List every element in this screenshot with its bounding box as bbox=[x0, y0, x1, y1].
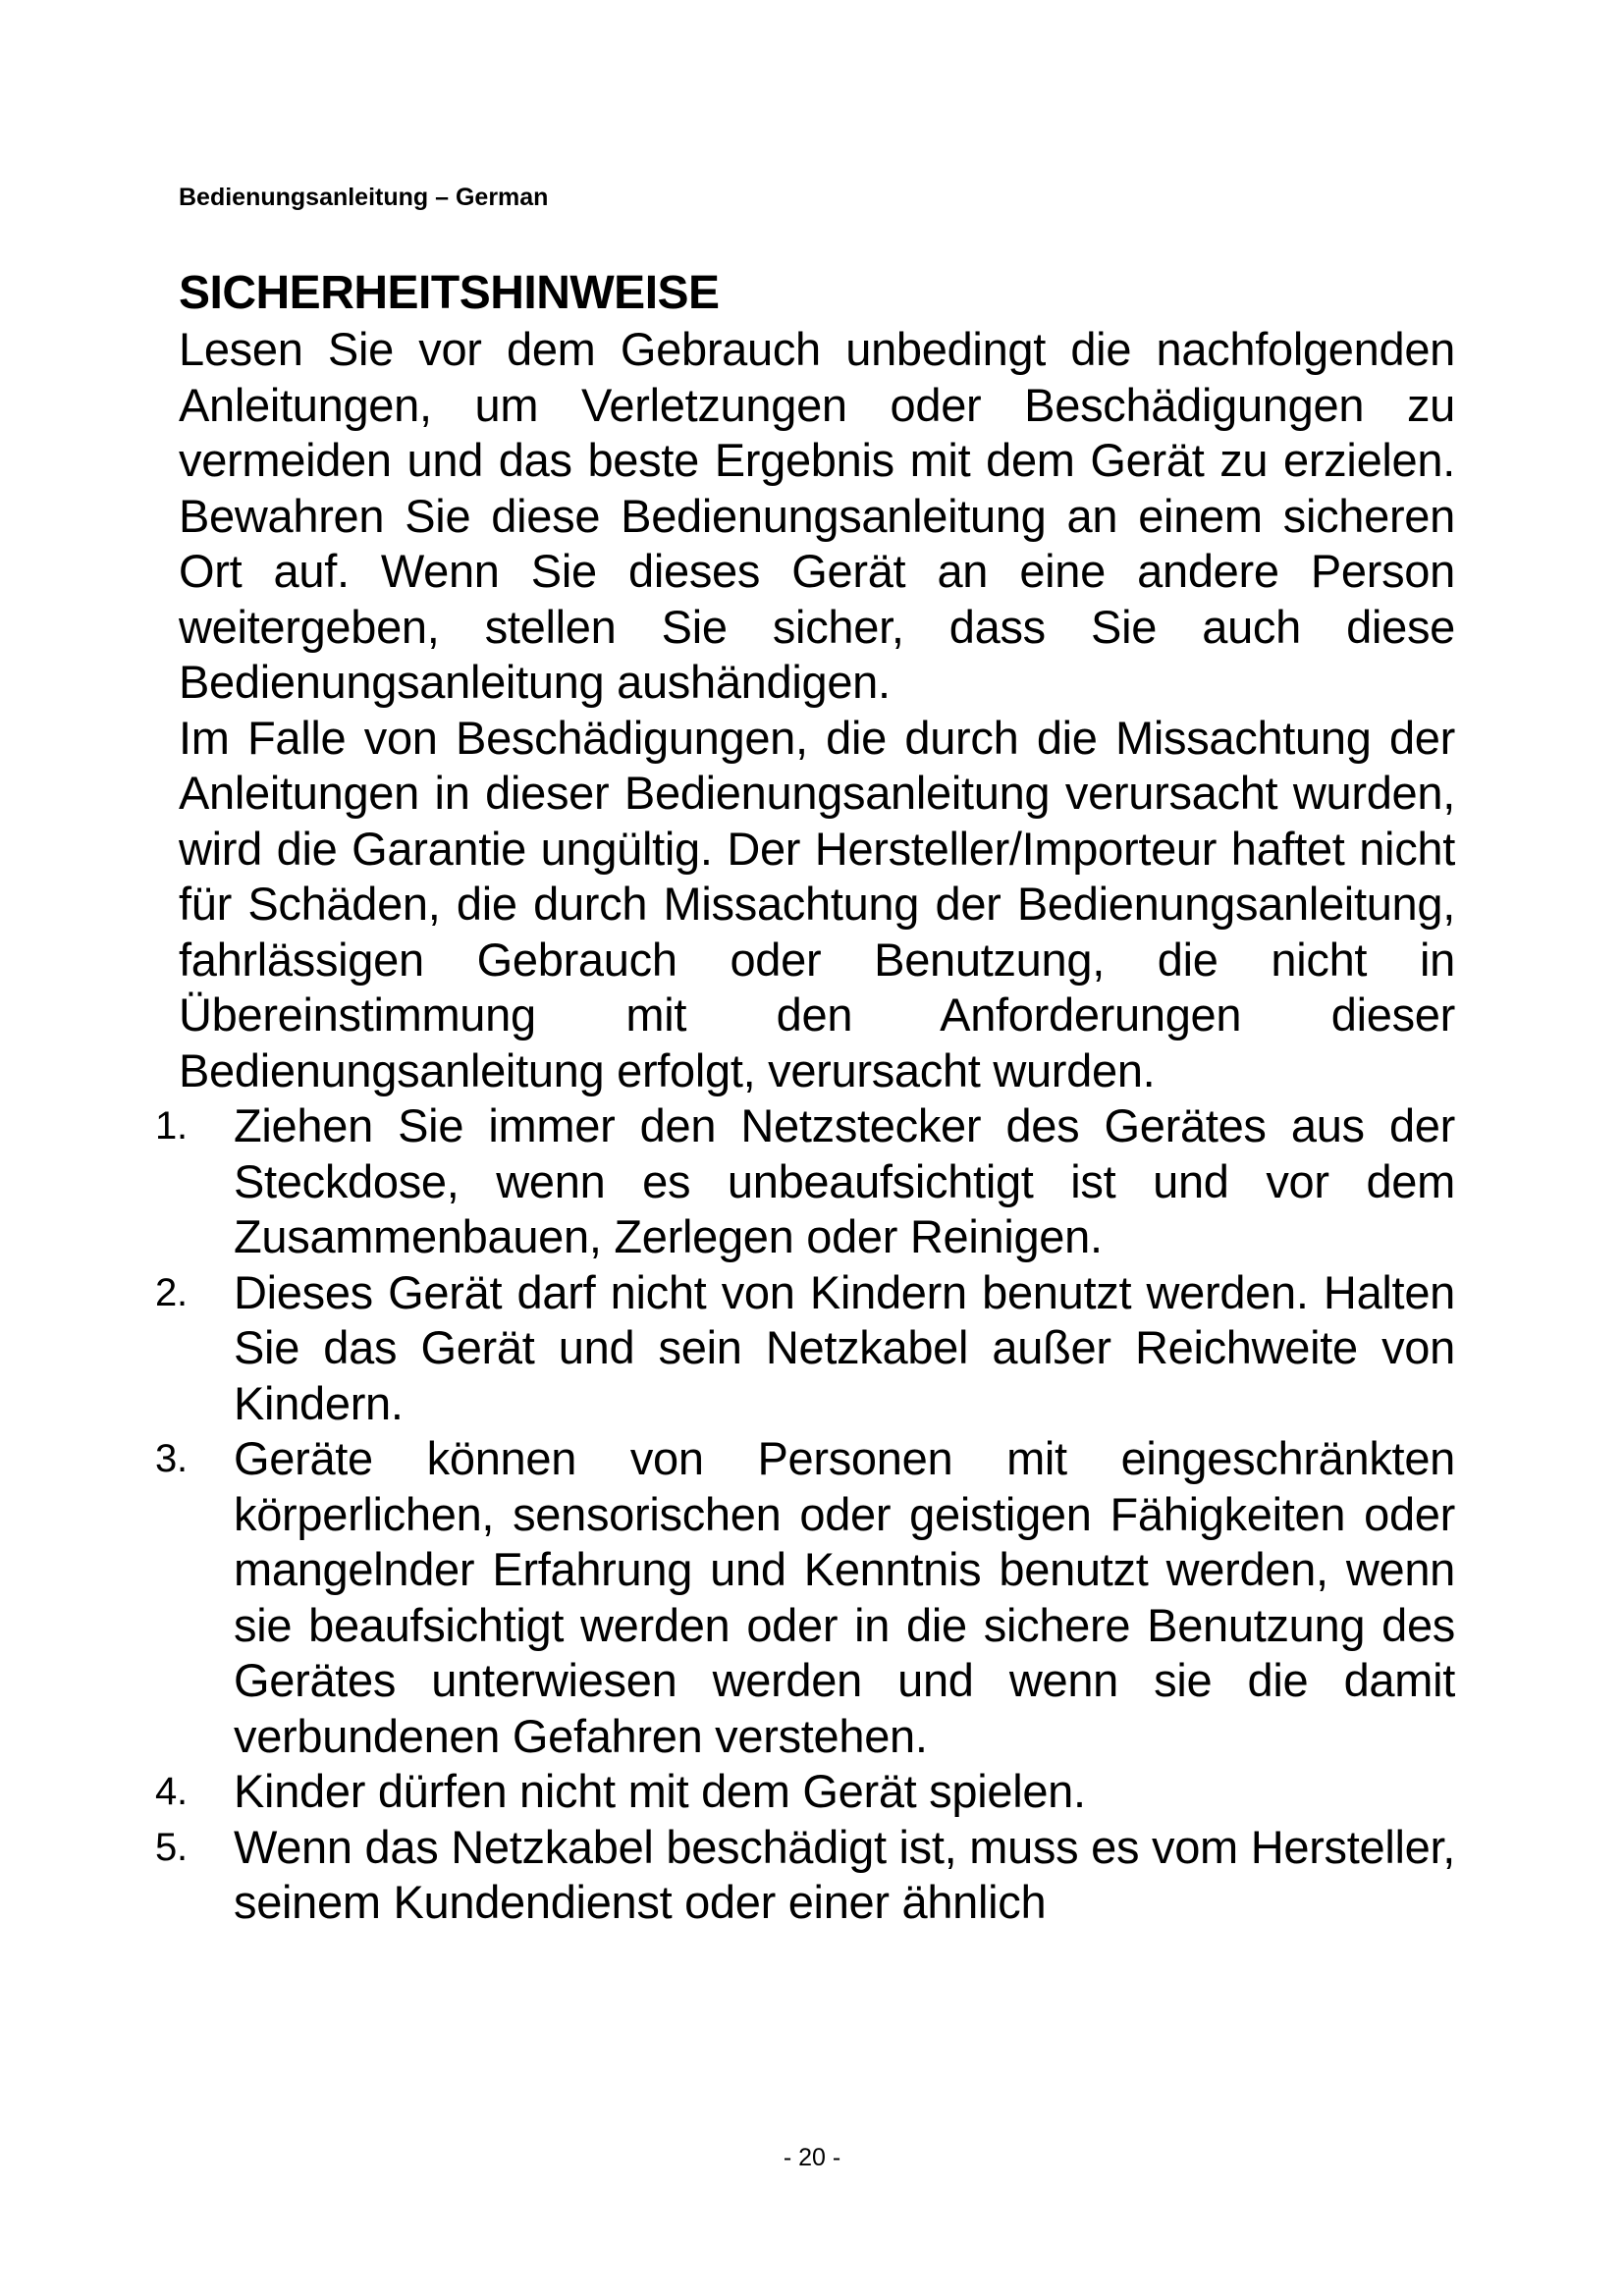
list-text: Kinder dürfen nicht mit dem Gerät spielen. bbox=[234, 1765, 1086, 1817]
list-item bbox=[155, 1431, 1455, 1764]
safety-list bbox=[155, 1098, 1455, 1931]
list-item bbox=[155, 1764, 1455, 1820]
section-title: SICHERHEITSHINWEISE bbox=[179, 267, 720, 319]
list-number: 1. bbox=[155, 1104, 188, 1148]
list-item bbox=[155, 1265, 1455, 1432]
running-header: Bedienungsanleitung – German bbox=[179, 184, 549, 211]
list-number: 3. bbox=[155, 1437, 188, 1480]
list-number: 5. bbox=[155, 1825, 188, 1869]
intro-paragraph: Lesen Sie vor dem Gebrauch unbedingt die nachfolgenden Anleitungen, um Verletzungen oder Beschädigungen zu vermeiden und das beste Ergebnis mit dem Gerät zu erzielen. Bewahren Sie diese Bedienungsanleitung an einem sicheren Ort auf. Wenn Sie dieses Gerät an eine andere Person weitergeben, stellen Sie sicher, dass Sie auch diese Bedienungsanleitung aushändigen. bbox=[179, 323, 1455, 708]
list-text: Geräte können von Personen mit eingeschränkten körperlichen, sensorischen oder geistigen Fähigkeiten oder mangelnder Erfahrung und Kenntnis benutzt werden, wenn sie beaufsichtigt werden oder in die sichere Benutzung des Gerätes unterwiesen werden und wenn sie die damit verbundenen Gefahren verstehen. bbox=[234, 1432, 1455, 1762]
list-text: Wenn das Netzkabel beschädigt ist, muss es vom Hersteller, seinem Kundendienst oder einer ähnlich bbox=[234, 1820, 1455, 1928]
list-number: 4. bbox=[155, 1770, 188, 1813]
document-body bbox=[155, 265, 1455, 1931]
list-item bbox=[155, 1098, 1455, 1265]
list-text: Ziehen Sie immer den Netzstecker des Gerätes aus der Steckdose, wenn es unbeaufsichtigt ist und vor dem Zusammenbauen, Zerlegen oder Reinigen. bbox=[234, 1099, 1455, 1262]
warranty-paragraph: Im Falle von Beschädigungen, die durch die Missachtung der Anleitungen in dieser Bedienungsanleitung verursacht wurden, wird die Garantie ungültig. Der Hersteller/Importeur haftet nicht für Schäden, die durch Missachtung der Bedienungsanleitung, fahrlässigen Gebrauch oder Benutzung, die nicht in Übereinstimmung mit den Anforderungen dieser Bedienungsanleitung erfolgt, verursacht wurden. bbox=[179, 711, 1455, 1096]
page-number: - 20 - bbox=[783, 2144, 841, 2171]
list-item bbox=[155, 1820, 1455, 1931]
list-number: 2. bbox=[155, 1270, 188, 1314]
list-text: Dieses Gerät darf nicht von Kindern benutzt werden. Halten Sie das Gerät und sein Netzkabel außer Reichweite von Kindern. bbox=[234, 1265, 1455, 1429]
